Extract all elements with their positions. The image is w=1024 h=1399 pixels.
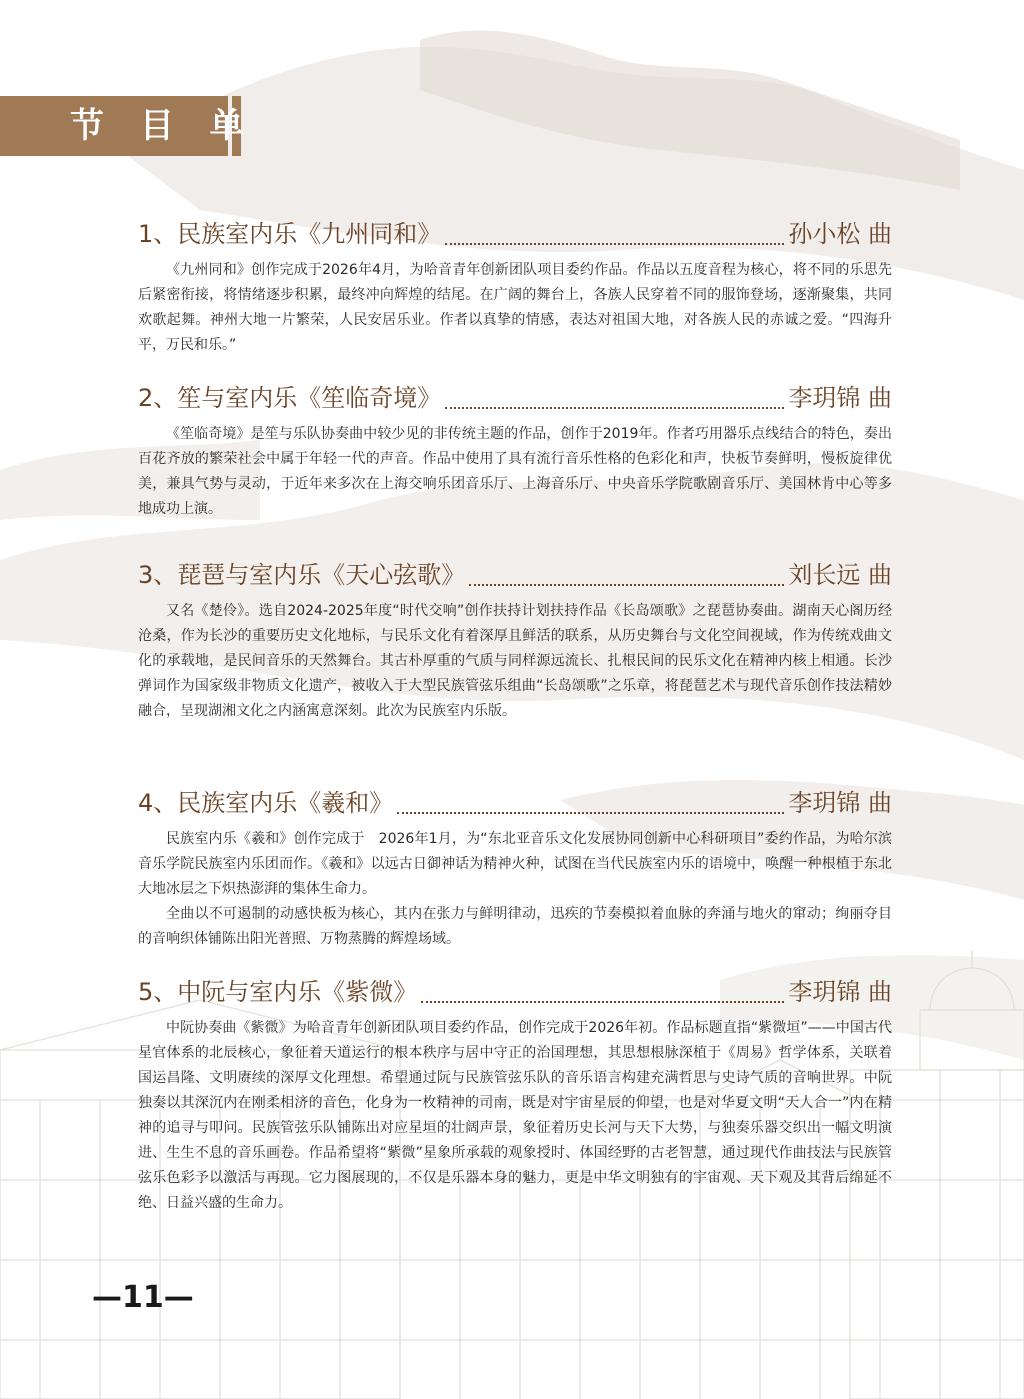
program-item-3 (138, 557, 892, 724)
program-item-heading (138, 380, 892, 416)
program-item-1 (138, 216, 892, 358)
program-item-composer: 李玥锦 曲 (788, 384, 892, 412)
page-number: —11— (92, 1280, 194, 1315)
program-item-description: 全曲以不可遏制的动感快板为核心，其内在张力与鲜明律动，迅疾的节奏模拟着血脉的奔涌与地火的窜动；绚丽夺目的音响织体铺陈出阳光普照、万物蒸腾的辉煌场域。 (138, 906, 892, 947)
program-item-composer: 孙小松 曲 (788, 220, 892, 248)
program-item-description: 《笙临奇境》是笙与乐队协奏曲中较少见的非传统主题的作品，创作于2019年。作者巧用器乐点线结合的特色，奏出百花齐放的繁荣社会中属于年轻一代的声音。作品中使用了具有流行音乐性格的色彩化和声，快板节奏鲜明，慢板旋律优美，兼具气势与灵动，于近年来多次在上海交响乐团音乐厅、上海音乐厅、中央音乐学院歌剧音乐厅、美国林肯中心等多地成功上演。 (138, 426, 892, 517)
program-item-title: 2、笙与室内乐《笙临奇境》 (138, 384, 442, 412)
program-item-heading (138, 216, 892, 252)
program-item-heading (138, 974, 892, 1010)
program-item-description: 中阮协奏曲《紫微》为哈音青年创新团队项目委约作品，创作完成于2026年初。作品标题直指“紫微垣”——中国古代星官体系的北辰核心，象征着天道运行的根本秩序与居中守正的治国理想，其思想根脉深植于《周易》哲学体系，关联着国运昌隆、文明赓续的深厚文化理想。希望通过阮与民族管弦乐队的音乐语言构建充满哲思与史诗气质的音响世界。中阮独奏以其深沉内在刚柔相济的音色，化身为一枚精神的司南，既是对宇宙星辰的仰望，也是对华夏文明“天人合一”内在精神的追寻与叩问。民族管弦乐队铺陈出对应星垣的壮阔声景，象征着历史长河与天下大势，与独奏乐器交织出一幅文明演进、生生不息的音乐画卷。作品希望将“紫微”星象所承载的观象授时、体国经野的古老智慧，通过现代作曲技法与民族管弦乐色彩予以激活与再现。它力图展现的，不仅是乐器本身的魅力，更是中华文明独有的宇宙观、天下观及其背后绵延不绝、日益兴盛的生命力。 (138, 1020, 892, 1211)
program-item-title: 1、民族室内乐《九州同和》 (138, 220, 442, 248)
program-item-2 (138, 380, 892, 522)
program-item-description: 民族室内乐《羲和》创作完成于 2026年1月，为“东北亚音乐文化发展协同创新中心科研项目”委约作品，为哈尔滨音乐学院民族室内乐团而作。《羲和》以远古日御神话为精神火种，试图在当代民族室内乐的语境中，唤醒一种根植于东北大地冰层之下炽热澎湃的集体生命力。 (138, 831, 892, 897)
page-title: 节 目 单 (70, 106, 256, 146)
leader-dots (445, 235, 784, 245)
leader-dots (421, 993, 784, 1003)
program-item-title: 4、民族室内乐《羲和》 (138, 789, 394, 817)
program-item-4 (138, 785, 892, 952)
program-item-heading (138, 557, 892, 593)
program-item-composer: 刘长远 曲 (788, 561, 892, 589)
program-item-composer: 李玥锦 曲 (788, 978, 892, 1006)
program-item-description: 《九州同和》创作完成于2026年4月，为哈音青年创新团队项目委约作品。作品以五度音程为核心，将不同的乐思先后紧密衔接，将情绪逐步积累，最终冲向辉煌的结尾。在广阔的舞台上，各族人民穿着不同的服饰登场，逐渐聚集，共同欢歌起舞。神州大地一片繁荣，人民安居乐业。作者以真挚的情感，表达对祖国大地，对各族人民的赤诚之爱。“四海升平，万民和乐。” (138, 262, 892, 353)
leader-dots (397, 804, 784, 814)
program-item-title: 3、琵琶与室内乐《天心弦歌》 (138, 561, 466, 589)
program-item-5 (138, 974, 892, 1216)
program-item-description: 又名《楚伶》。选自2024-2025年度“时代交响”创作扶持计划扶持作品《长岛颂歌》之琵琶协奏曲。湖南天心阁历经沧桑，作为长沙的重要历史文化地标，与民乐文化有着深厚且鲜活的联系，从历史舞台与文化空间视域，作为传统戏曲文化的承载地，是民间音乐的天然舞台。其古朴厚重的气质与同样源远流长、扎根民间的民乐文化在精神内核上相通。长沙弹词作为国家级非物质文化遗产，被收入于大型民族管弦乐组曲“长岛颂歌”之乐章，将琵琶艺术与现代音乐创作技法精妙融合，呈现湖湘文化之内涵寓意深刻。此次为民族室内乐版。 (138, 603, 892, 719)
leader-dots (445, 399, 784, 409)
leader-dots (469, 576, 784, 586)
program-item-composer: 李玥锦 曲 (788, 789, 892, 817)
program-item-heading (138, 785, 892, 821)
program-item-title: 5、中阮与室内乐《紫微》 (138, 978, 418, 1006)
